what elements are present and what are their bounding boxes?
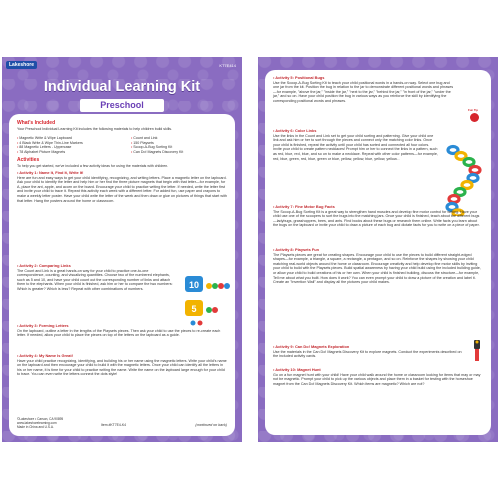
page-title: Individual Learning Kit [43, 79, 201, 95]
fun-tip-badge [470, 113, 479, 122]
count-and-link-illustration [179, 274, 231, 326]
activity-body: Use the materials in the Can Do! Magnets Discovery Kit to explore magnets. Conduct the experiments described on the included activity cards. [273, 349, 462, 359]
magnet-wand-illustration [471, 338, 483, 364]
activity-body: Go on a fun magnet hunt with your child! Have your child walk around the home or classroom looking for items that may or may not be magnetic. Prompt your child to pick up the various objects and place them in a basket for testing with the horseshoe magnet from the Can Do! Magnets Discovery Kit. Which items are magnetic? Which are not? [273, 372, 481, 386]
fun-tip-label: Fun Tip [468, 108, 479, 112]
activity-title: • Activity 4: My Name Is Great! [17, 353, 73, 358]
activity-title: • Activity 10: Magnet Hunt [273, 367, 321, 372]
continued-note: (continued on back) [195, 423, 227, 427]
svg-text:10: 10 [188, 280, 200, 290]
activity-body: Use the Scoop-A-Bug Sorting Kit to teach your child positional words in a hands-on way. Select one bug and one jar from the kit. Position the bug in relation to the jar to demonstrate different positional words and phrases—for example, "above the jar," "inside the jar," "next to the jar," "behind the jar," "in front of the jar," "under the jar," and so on. Have your child position the bug in various ways as you reinforce the skill by identifying the corresponding positional words and phrases. [273, 80, 454, 103]
activity-5 [273, 76, 455, 104]
activity-body: The Playsets pieces are great for creating shapes. Encourage your child to use the pieces to build different straight-edged shapes—for example, a triangle, a square, a rectangle, a pentagon, and so on. Reinforce the shapes by showing your child matching real-world objects around the home or classroom. Encourage creativity and help develop fine motor skills by inviting your child to build with the Playsets pieces. Build spatial awareness by having your child build using the included building guide, or allow your child to build creations of his or her own. When your child is finished building, discuss the structure—for example, Tell me about what you built. How does it work? You can even prompt your child to draw a picture of the creation and label it. Create an "invention Wall" and display all the pictures your child makes. [273, 252, 481, 285]
activity-9 [273, 345, 467, 359]
activity-title: • Activity 6: Color Links [273, 128, 317, 133]
activity-title: • Activity 8: Playsets Fun [273, 247, 319, 252]
activity-1 [17, 171, 227, 203]
activity-body: On the lapboard, outline a letter in the lengths of the Playsets pieces. Then ask your child to use the pieces to re-create each letter. If needed, allow your child to place the pieces on top of the letters on the lapboard as a guide. [17, 328, 221, 338]
list-item: • 88 Magnetic Letters - Uppercase [17, 145, 127, 150]
front-content-panel [9, 114, 235, 436]
activities-intro: To help you get started, we've included a few activity ideas for using the materials with children. [17, 164, 169, 168]
activity-6 [273, 129, 439, 161]
activity-title: • Activity 1: Name It, Find It, Write It! [17, 170, 84, 175]
legal-info: ©Lakeshore • Carson, CA 90895 www.lakeshorelearning.com Made in China and U.S.A. [17, 417, 64, 429]
list-item: • 150 Playsets [131, 141, 231, 146]
included-list-1 [17, 136, 127, 154]
activity-body: The Count and Link is a great hands-on way for your child to practice one-to-one correspondence, counting, and visualizing quantities. Choose two of the numbered elephants, such as 5 and 10, and have your child count out the corresponding number of links and attach them to the elephants. When your child is finished, ask him or her to compare the two numbers: Which is greater? Which is less? Repeat with other combinations of numbers. [17, 268, 173, 291]
list-item: • Magnetic Write & Wipe Lapboard [17, 136, 127, 141]
front-page [2, 57, 242, 442]
subtitle-ribbon: Preschool [80, 99, 164, 112]
activity-10 [273, 368, 483, 386]
activity-7 [273, 205, 483, 228]
item-number: Item #KT7E4-K4 [101, 423, 127, 427]
activity-title: • Activity 5: Positional Bugs [273, 75, 325, 80]
activity-4 [17, 354, 227, 377]
list-item: • 78 Alphabet Picture Magnets [17, 150, 127, 155]
activity-title: • Activity 9: Can Do! Magnets Exploration [273, 344, 350, 349]
activity-8 [273, 248, 483, 285]
back-page [258, 57, 498, 442]
activity-3 [17, 324, 227, 338]
activities-heading: Activities [17, 157, 40, 163]
activity-title: • Activity 3: Forming Letters [17, 323, 69, 328]
included-list-2 [131, 136, 231, 154]
product-code: KT7E414 [219, 63, 236, 68]
back-content-panel [265, 70, 491, 435]
activity-body: Use the links in the Count and Link set to get your child sorting and patterning. Give your child one link and ask him or her to sort through the pieces and connect only the matching color links. Once your child is finished, repeat the activity until your child has sorted and connected all four colors. Invite your child to create pattern necklaces! Prompt him or her to connect the links in a pattern, such as red, blue, red, blue, and so on to make a necklace. Repeat with other color patterns—for example, red, blue, green, red, blue, green or blue, yellow, yellow, blue, yellow, yellow... [273, 133, 439, 161]
list-item: • Can Do! Magnets Discovery Kit [131, 150, 231, 155]
svg-text:5: 5 [191, 304, 197, 314]
activity-body: Here are fun and easy ways to get your child identifying, recognizing, and writing letters. Place a magnetic letter on the lapboard. Ask your child to identify the letter and help him or her find the three picture magnets that begin with that letter—for example, for A, place the ant, apple, and acorn on the board. Encourage your child to practice writing the letter. If needed, write the letter first and invite your child to trace it. Repeat this activity each week with a different letter. For added fun, use paper and crayons to make a weekly letter poster. Have your child write the letter of the week and then draw or glue on pictures of things that start with that letter. Hang the posters around the home or classroom. [17, 175, 227, 203]
list-item: • Count and Link [131, 136, 231, 141]
activity-2 [17, 264, 175, 292]
activity-title: • Activity 2: Comparing Links [17, 263, 71, 268]
list-item: • 4 Black Write & Wipe Thin-Line Markers [17, 141, 127, 146]
activity-body: Have your child practice recognizing, identifying, and building his or her name using the magnetic letters. Write your child's name on the lapboard and then encourage your child to build it with the magnetic letters. Once your child can identify all the letters in his or her name, it is time for your child to practice writing the name. Write the name on the lapboard large enough for your child to trace. You can even write the letters connect the dots style! [17, 358, 227, 377]
whats-included-heading: What's Included [17, 120, 56, 126]
brand-logo: Lakeshore [6, 61, 37, 69]
activity-title: • Activity 7: Fine Motor Bug Facts [273, 204, 335, 209]
activity-body: The Scoop-A-Bug Sorting Kit is a great way to strengthen hand muscles and develop fine motor control for writing. Have your child use one of the scoopers to sort the bugs into the matching jars. Once your child is finished, teach about the different bugs—ladybugs, grasshoppers, bees, and ants. Find books about these bugs or research them online. Write facts you learn about the bugs on the lapboard or invite your child to draw a picture of each bug and dictate facts for you to write on a piece of paper. [273, 209, 480, 228]
included-intro: Your Preschool Individual Learning Kit includes the following materials to help children build skills. [17, 127, 173, 131]
list-item: • Scoop-A-Bug Sorting Kit [131, 145, 231, 150]
